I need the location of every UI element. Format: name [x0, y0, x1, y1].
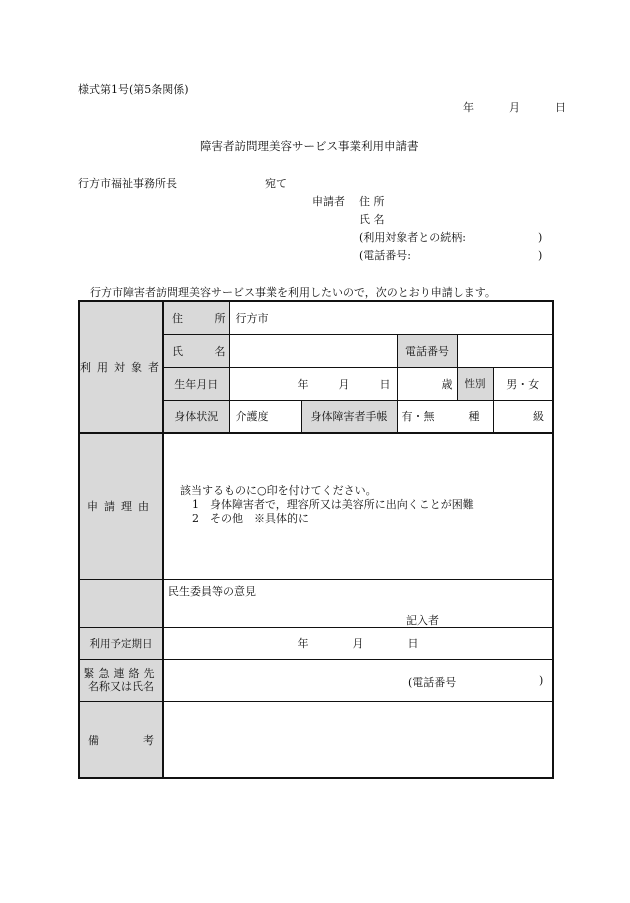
handbook-field[interactable]	[397, 400, 493, 433]
top-date-day: 日	[555, 101, 566, 114]
birth-month: 月	[338, 377, 350, 391]
planned-date-field[interactable]	[163, 627, 553, 659]
emergency-phone-close: )	[539, 673, 544, 687]
name-field[interactable]	[229, 334, 397, 367]
birth-date-field[interactable]	[229, 367, 397, 400]
address-field[interactable]	[229, 301, 553, 334]
application-table	[78, 300, 554, 779]
sex-field[interactable]: 男・女	[493, 367, 553, 400]
age-field[interactable]	[397, 367, 457, 400]
top-date-year: 年	[463, 101, 474, 114]
reason-option-2[interactable]: 2 その他 ※具体的に	[192, 512, 309, 525]
planned-day: 日	[407, 637, 419, 650]
address-value: 行方市	[235, 311, 269, 325]
form-number: 様式第1号(第5条関係)	[78, 83, 189, 96]
writer-label: 記入者	[406, 613, 439, 627]
emergency-phone-label: (電話番号	[408, 675, 457, 689]
remarks-label-2: 考	[143, 733, 154, 747]
applicant-address-label: 住 所	[359, 195, 385, 208]
remarks-label	[79, 701, 163, 778]
age-unit: 歳	[441, 377, 453, 391]
applicant-phone-close: )	[538, 249, 543, 262]
birth-label: 生年月日	[163, 367, 229, 400]
reason-header: 申請理由	[79, 433, 163, 579]
address-label-text: 住 所	[172, 311, 240, 325]
planned-month: 月	[352, 637, 364, 650]
name-label-text: 氏 名	[172, 344, 240, 358]
sex-label: 性別	[457, 367, 493, 400]
emergency-label	[79, 659, 163, 701]
care-level-field[interactable]	[229, 400, 301, 433]
reason-field[interactable]	[163, 433, 553, 579]
handbook-value: 有・無	[401, 410, 435, 424]
name-label	[163, 334, 240, 367]
addressee-suffix: 宛て	[265, 177, 287, 190]
addressee: 行方市福祉事務所長	[78, 177, 177, 190]
page-title: 障害者訪問理美容サービス事業利用申請書	[200, 139, 419, 153]
birth-year: 年	[297, 377, 309, 391]
condition-label: 身体状況	[163, 400, 229, 433]
emergency-label-line-2: 名称又は氏名	[88, 680, 154, 693]
applicant-relation-label: (利用対象者との続柄:	[359, 231, 466, 244]
planned-date-label: 利用予定期日	[79, 627, 163, 659]
care-level-text: 介護度	[235, 410, 269, 424]
remarks-label-1: 備	[88, 733, 99, 747]
applicant-relation-close: )	[538, 231, 543, 244]
remarks-field[interactable]	[163, 701, 553, 778]
applicant-phone-label: (電話番号:	[359, 249, 411, 262]
phone-field[interactable]	[457, 334, 553, 367]
reason-option-1[interactable]: 1 身体障害者で，理容所又は美容所に出向くことが困難	[192, 498, 474, 511]
intro-text: 行方市障害者訪問理美容サービス事業を利用したいので，次のとおり申請します。	[90, 286, 496, 299]
grade-field[interactable]	[493, 400, 553, 433]
opinion-field[interactable]	[163, 579, 553, 627]
phone-label: 電話番号	[397, 334, 457, 367]
emergency-label-line-1: 緊急連絡先	[83, 667, 159, 680]
handbook-grade: 級	[533, 410, 545, 424]
reason-instruction: 該当するものに○印を付けてください。	[180, 484, 377, 497]
handbook-kind: 種	[468, 410, 480, 424]
birth-day: 日	[379, 377, 391, 391]
opinion-label: 民生委員等の意見	[168, 584, 256, 598]
top-date-month: 月	[509, 101, 520, 114]
applicant-label: 申請者	[312, 195, 345, 208]
handbook-label: 身体障害者手帳	[301, 400, 397, 433]
address-label	[163, 301, 240, 334]
emergency-field[interactable]	[163, 659, 553, 701]
top-date	[463, 101, 566, 115]
applicant-name-label: 氏 名	[359, 213, 385, 226]
reason-header-continued	[79, 579, 163, 627]
planned-year: 年	[297, 637, 309, 650]
subject-header: 利用対象者	[79, 301, 163, 433]
